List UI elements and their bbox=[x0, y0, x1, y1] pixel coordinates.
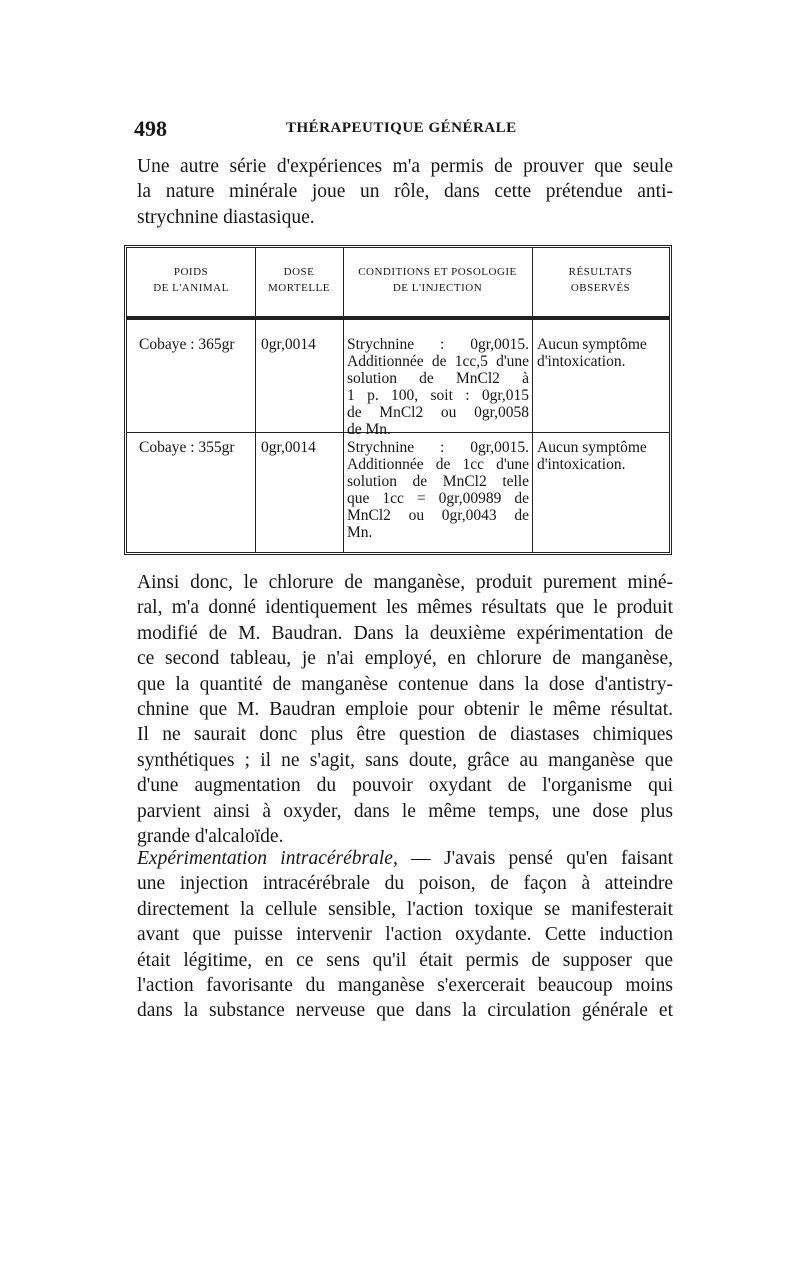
text-line: directement la cellule sensible, l'action toxique se manifesterait bbox=[137, 898, 673, 920]
cell-conditions: Strychnine : 0gr,0015. Additionnée de 1cc d'une solution de MnCl2 telle que 1cc = 0gr,00989 de MnCl2 ou 0gr,0043 de Mn. bbox=[347, 439, 529, 541]
text-line: Expérimentation intracérébrale, — J'avais pensé qu'en faisant bbox=[137, 848, 673, 869]
cell-dose: 0gr,0014 bbox=[261, 336, 316, 353]
cell-result: Aucun symptôme d'intoxication. bbox=[537, 336, 647, 370]
running-title: THÉRAPEUTIQUE GÉNÉRALE bbox=[286, 120, 517, 136]
experiment-table bbox=[124, 245, 672, 555]
text-line: que la quantité de manganèse contenue dans la dose d'antistry- bbox=[137, 673, 673, 695]
text-line: chnine que M. Baudran emploie pour obtenir le même résultat. bbox=[137, 698, 673, 720]
text-line: une injection intracérébrale du poison, de façon à atteindre bbox=[137, 873, 673, 895]
text-line: ral, m'a donné identiquement les mêmes résultats que le produit bbox=[137, 597, 673, 619]
paragraph-3 bbox=[137, 846, 673, 1024]
text-line: ce second tableau, je n'ai employé, en chlorure de manganèse, bbox=[137, 648, 673, 670]
text-line: Une autre série d'expériences m'a permis de prouver que seule bbox=[137, 156, 673, 177]
page-number: 498 bbox=[134, 116, 167, 141]
header-conditions: CONDITIONS ET POSOLOGIE DE L'INJECTION bbox=[358, 266, 517, 294]
header-rule bbox=[127, 316, 669, 320]
header-weight: POIDS DE L'ANIMAL bbox=[153, 266, 229, 294]
header-dose: DOSE MORTELLE bbox=[268, 266, 330, 294]
paragraph-2 bbox=[137, 570, 673, 849]
intro-paragraph bbox=[137, 154, 673, 230]
text-line: Il ne saurait donc plus être question de diastases chimiques bbox=[137, 724, 673, 746]
page-header bbox=[134, 116, 674, 146]
cell-result: Aucun symptôme d'intoxication. bbox=[537, 439, 647, 473]
text-line: Ainsi donc, le chlorure de manganèse, produit purement miné- bbox=[137, 572, 673, 593]
cell-animal: Cobaye : 365gr bbox=[139, 336, 235, 353]
text-line: grande d'alcaloïde. bbox=[137, 825, 284, 847]
cell-conditions: Strychnine : 0gr,0015. Additionnée de 1cc,5 d'une solution de MnCl2 à 1 p. 100, soit : 0gr,015 de MnCl2 ou 0gr,0058 de Mn. bbox=[347, 336, 529, 438]
text-line: la nature minérale joue un rôle, dans cette prétendue anti- bbox=[137, 181, 673, 203]
text-line: synthétiques ; il ne s'agit, sans doute, grâce au manganèse que bbox=[137, 749, 673, 771]
text-line: parvient ainsi à oxyder, dans le même temps, une dose plus bbox=[137, 800, 673, 822]
text-line: avant que puisse intervenir l'action oxydante. Cette induction bbox=[137, 924, 673, 946]
text-line: dans la substance nerveuse que dans la circulation générale et bbox=[137, 1000, 673, 1022]
text-line: l'action favorisante du manganèse s'exercerait beaucoup moins bbox=[137, 974, 673, 996]
cell-dose: 0gr,0014 bbox=[261, 439, 316, 456]
text-line: modifié de M. Baudran. Dans la deuxième expérimentation de bbox=[137, 622, 673, 644]
text-line: était légitime, en ce sens qu'il était permis de supposer que bbox=[137, 949, 673, 971]
header-results: RÉSULTATS OBSERVÉS bbox=[568, 266, 633, 294]
text-line: strychnine diastasique. bbox=[137, 206, 315, 228]
section-heading: Expérimentation intracérébrale, bbox=[137, 848, 398, 869]
cell-animal: Cobaye : 355gr bbox=[139, 439, 235, 456]
text-line: d'une augmentation du pouvoir oxydant de l'organisme qui bbox=[137, 775, 673, 797]
